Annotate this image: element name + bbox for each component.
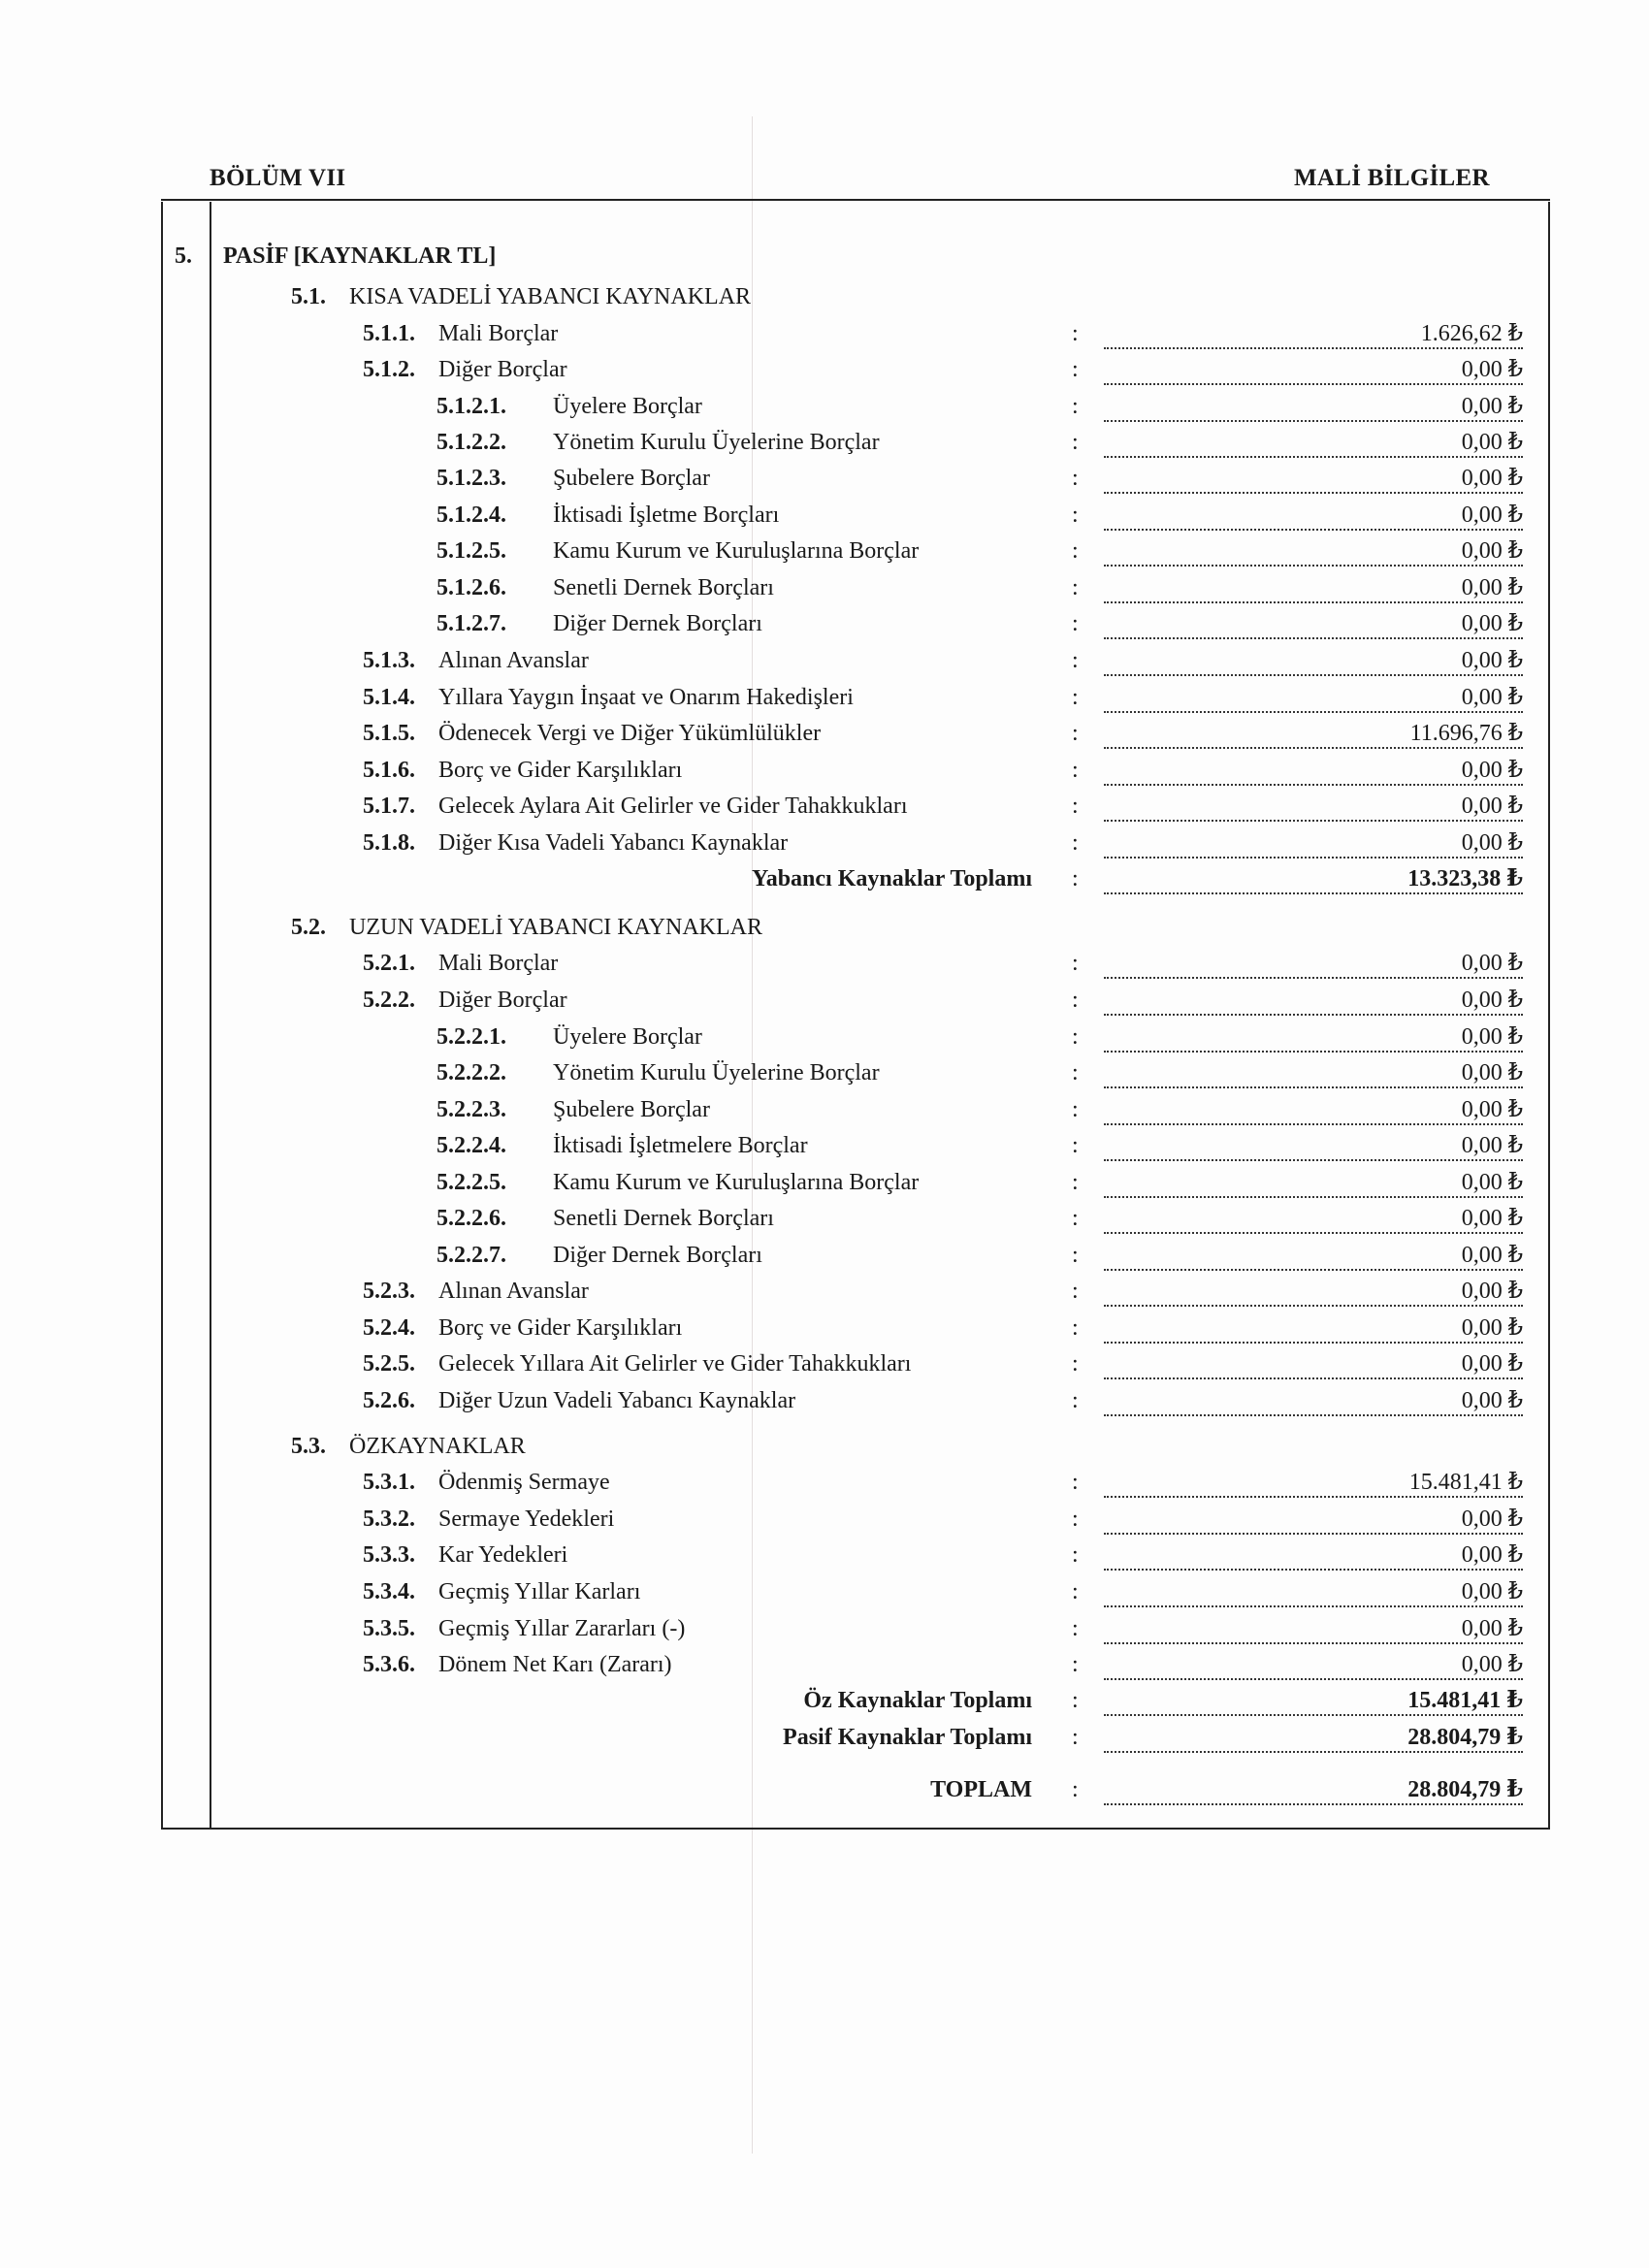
colon-separator: : [1072, 1133, 1079, 1158]
colon-separator: : [1072, 1579, 1079, 1604]
colon-separator: : [1072, 1315, 1079, 1341]
item-amount: 0,00 ₺ [1104, 1095, 1523, 1125]
item-amount: 0,00 ₺ [1104, 428, 1523, 458]
section-number: 5. [175, 243, 192, 269]
subtotal-label: Öz Kaynaklar Toplamı [803, 1688, 1032, 1713]
item-amount: 0,00 ₺ [1104, 1386, 1523, 1416]
line-item-row [0, 1540, 1649, 1570]
item-label: Alınan Avanslar [438, 1279, 589, 1304]
colon-separator: : [1072, 1097, 1079, 1122]
colon-separator: : [1072, 1652, 1079, 1677]
item-code: 5.1.8. [363, 830, 415, 856]
item-label: Yönetim Kurulu Üyelerine Borçlar [553, 430, 880, 455]
item-amount: 0,00 ₺ [1104, 683, 1523, 713]
item-label: Üyelere Borçlar [553, 394, 702, 419]
item-code: 5.1.7. [363, 794, 415, 819]
line-item-row [0, 501, 1649, 530]
item-amount: 0,00 ₺ [1104, 1577, 1523, 1607]
item-amount: 0,00 ₺ [1104, 536, 1523, 567]
colon-separator: : [1072, 466, 1079, 491]
line-item-row [0, 464, 1649, 493]
line-item-row [0, 756, 1649, 785]
line-item-row [0, 1650, 1649, 1679]
item-label: Diğer Borçlar [438, 357, 567, 382]
item-code: 5.2.6. [363, 1388, 415, 1413]
section-title-row [0, 242, 1649, 271]
colon-separator: : [1072, 1206, 1079, 1231]
line-item-row [0, 1386, 1649, 1415]
section-header-right: MALİ BİLGİLER [1294, 165, 1490, 191]
header-rule [161, 199, 1550, 201]
colon-separator: : [1072, 1507, 1079, 1532]
section-header-left: BÖLÜM VII [210, 165, 346, 191]
colon-separator: : [1072, 357, 1079, 382]
colon-separator: : [1072, 1725, 1079, 1750]
colon-separator: : [1072, 866, 1079, 891]
total-amount: 15.481,41 ₺ [1104, 1686, 1523, 1716]
item-code: 5.1.2.7. [436, 611, 506, 636]
item-amount: 0,00 ₺ [1104, 756, 1523, 786]
item-amount: 0,00 ₺ [1104, 792, 1523, 822]
item-code: 5.2.2.1. [436, 1024, 506, 1050]
line-item-row [0, 949, 1649, 978]
item-amount: 0,00 ₺ [1104, 1277, 1523, 1307]
subtotal-row [0, 1723, 1649, 1752]
line-item-row [0, 536, 1649, 566]
item-code: 5.3.4. [363, 1579, 415, 1604]
item-code: 5.2.2. [363, 988, 415, 1013]
item-label: Mali Borçlar [438, 321, 559, 346]
item-amount: 0,00 ₺ [1104, 355, 1523, 385]
item-label: Diğer Uzun Vadeli Yabancı Kaynaklar [438, 1388, 796, 1413]
item-code: 5.1.2. [363, 357, 415, 382]
item-amount: 0,00 ₺ [1104, 1650, 1523, 1680]
item-label: Diğer Dernek Borçları [553, 1243, 762, 1268]
item-label: Yıllara Yaygın İnşaat ve Onarım Hakedişleri [438, 685, 854, 710]
colon-separator: : [1072, 685, 1079, 710]
line-item-row [0, 1058, 1649, 1087]
subtotal-row [0, 1686, 1649, 1715]
colon-separator: : [1072, 1777, 1079, 1802]
line-item-row [0, 1614, 1649, 1643]
colon-separator: : [1072, 430, 1079, 455]
colon-separator: : [1072, 830, 1079, 856]
line-item-row [0, 1022, 1649, 1052]
line-item-row [0, 1277, 1649, 1306]
colon-separator: : [1072, 1024, 1079, 1050]
line-item-row [0, 1168, 1649, 1197]
item-code: 5.3.3. [363, 1542, 415, 1568]
item-code: 5.1.2.1. [436, 394, 506, 419]
colon-separator: : [1072, 321, 1079, 346]
item-code: 5.2.4. [363, 1315, 415, 1341]
colon-separator: : [1072, 988, 1079, 1013]
item-label: Yönetim Kurulu Üyelerine Borçlar [553, 1060, 880, 1085]
colon-separator: : [1072, 1243, 1079, 1268]
item-code: 5.2.2.7. [436, 1243, 506, 1268]
item-code: 5.1.2.3. [436, 466, 506, 491]
group-label: UZUN VADELİ YABANCI KAYNAKLAR [349, 915, 763, 940]
total-amount: 28.804,79 ₺ [1104, 1775, 1523, 1805]
line-item-row [0, 828, 1649, 858]
group-label: ÖZKAYNAKLAR [349, 1434, 526, 1459]
item-code: 5.3.2. [363, 1507, 415, 1532]
item-amount: 0,00 ₺ [1104, 986, 1523, 1016]
item-label: Ödenecek Vergi ve Diğer Yükümlülükler [438, 721, 822, 746]
line-item-row [0, 1204, 1649, 1233]
item-amount: 0,00 ₺ [1104, 464, 1523, 494]
item-label: Kamu Kurum ve Kuruluşlarına Borçlar [553, 1170, 920, 1195]
item-amount: 15.481,41 ₺ [1104, 1468, 1523, 1498]
subtotal-label: Yabancı Kaynaklar Toplamı [752, 866, 1032, 891]
item-label: Dönem Net Karı (Zararı) [438, 1652, 672, 1677]
colon-separator: : [1072, 648, 1079, 673]
item-code: 5.1.4. [363, 685, 415, 710]
subtotal-row [0, 864, 1649, 893]
item-amount: 0,00 ₺ [1104, 501, 1523, 531]
item-code: 5.1.2.6. [436, 575, 506, 600]
item-amount: 0,00 ₺ [1104, 1022, 1523, 1053]
item-label: Senetli Dernek Borçları [553, 1206, 774, 1231]
item-code: 5.1.2.2. [436, 430, 506, 455]
line-item-row [0, 355, 1649, 384]
item-label: İktisadi İşletmelere Borçlar [553, 1133, 808, 1158]
colon-separator: : [1072, 951, 1079, 976]
item-amount: 0,00 ₺ [1104, 1313, 1523, 1344]
item-code: 5.1.1. [363, 321, 415, 346]
colon-separator: : [1072, 1688, 1079, 1713]
item-amount: 0,00 ₺ [1104, 1505, 1523, 1535]
item-code: 5.2.2.2. [436, 1060, 506, 1085]
item-amount: 0,00 ₺ [1104, 1168, 1523, 1198]
item-amount: 0,00 ₺ [1104, 609, 1523, 639]
item-label: Ödenmiş Sermaye [438, 1470, 610, 1495]
item-amount: 0,00 ₺ [1104, 392, 1523, 422]
item-label: Borç ve Gider Karşılıkları [438, 1315, 683, 1341]
total-amount: 28.804,79 ₺ [1104, 1723, 1523, 1753]
group-heading-row [0, 282, 1649, 311]
item-code: 5.2.1. [363, 951, 415, 976]
colon-separator: : [1072, 721, 1079, 746]
item-amount: 0,00 ₺ [1104, 1241, 1523, 1271]
item-amount: 0,00 ₺ [1104, 1614, 1523, 1644]
line-item-row [0, 1468, 1649, 1497]
section-title: PASİF [KAYNAKLAR TL] [223, 243, 497, 269]
group-heading-row [0, 1432, 1649, 1461]
line-item-row [0, 609, 1649, 638]
item-amount: 0,00 ₺ [1104, 1058, 1523, 1088]
line-item-row [0, 1349, 1649, 1378]
group-heading-row [0, 913, 1649, 942]
item-label: Borç ve Gider Karşılıkları [438, 758, 683, 783]
line-item-row [0, 719, 1649, 748]
colon-separator: : [1072, 794, 1079, 819]
colon-separator: : [1072, 538, 1079, 564]
grand-total-label: TOPLAM [930, 1777, 1032, 1802]
item-amount: 0,00 ₺ [1104, 1349, 1523, 1379]
item-code: 5.3.5. [363, 1616, 415, 1641]
group-label: KISA VADELİ YABANCI KAYNAKLAR [349, 284, 752, 309]
item-label: Senetli Dernek Borçları [553, 575, 774, 600]
item-code: 5.1.5. [363, 721, 415, 746]
colon-separator: : [1072, 1542, 1079, 1568]
colon-separator: : [1072, 502, 1079, 528]
line-item-row [0, 683, 1649, 712]
item-code: 5.2.2.4. [436, 1133, 506, 1158]
line-item-row [0, 1131, 1649, 1160]
item-amount: 0,00 ₺ [1104, 646, 1523, 676]
item-label: Diğer Kısa Vadeli Yabancı Kaynaklar [438, 830, 789, 856]
item-label: Şubelere Borçlar [553, 466, 710, 491]
item-label: Sermaye Yedekleri [438, 1507, 615, 1532]
colon-separator: : [1072, 394, 1079, 419]
item-label: Üyelere Borçlar [553, 1024, 702, 1050]
item-code: 5.2.2.5. [436, 1170, 506, 1195]
item-label: Kamu Kurum ve Kuruluşlarına Borçlar [553, 538, 920, 564]
line-item-row [0, 319, 1649, 348]
colon-separator: : [1072, 1351, 1079, 1377]
item-code: 5.2.2.3. [436, 1097, 506, 1122]
subtotal-label: Pasif Kaynaklar Toplamı [783, 1725, 1032, 1750]
item-label: Gelecek Aylara Ait Gelirler ve Gider Tahakkukları [438, 794, 908, 819]
item-amount: 11.696,76 ₺ [1104, 719, 1523, 749]
item-label: İktisadi İşletme Borçları [553, 502, 780, 528]
colon-separator: : [1072, 1388, 1079, 1413]
item-amount: 0,00 ₺ [1104, 1204, 1523, 1234]
item-label: Alınan Avanslar [438, 648, 589, 673]
line-item-row [0, 392, 1649, 421]
colon-separator: : [1072, 611, 1079, 636]
item-label: Mali Borçlar [438, 951, 559, 976]
line-item-row [0, 1505, 1649, 1534]
item-amount: 0,00 ₺ [1104, 573, 1523, 603]
group-code: 5.2. [291, 915, 326, 940]
colon-separator: : [1072, 575, 1079, 600]
colon-separator: : [1072, 1279, 1079, 1304]
item-label: Diğer Dernek Borçları [553, 611, 762, 636]
line-item-row [0, 1095, 1649, 1124]
item-label: Geçmiş Yıllar Karları [438, 1579, 641, 1604]
item-code: 5.1.2.4. [436, 502, 506, 528]
colon-separator: : [1072, 1060, 1079, 1085]
item-amount: 0,00 ₺ [1104, 1131, 1523, 1161]
group-code: 5.1. [291, 284, 326, 309]
item-code: 5.2.3. [363, 1279, 415, 1304]
item-amount: 1.626,62 ₺ [1104, 319, 1523, 349]
item-amount: 0,00 ₺ [1104, 828, 1523, 859]
line-item-row [0, 986, 1649, 1015]
colon-separator: : [1072, 1616, 1079, 1641]
item-label: Şubelere Borçlar [553, 1097, 710, 1122]
item-label: Diğer Borçlar [438, 988, 567, 1013]
line-item-row [0, 1313, 1649, 1343]
colon-separator: : [1072, 1470, 1079, 1495]
item-label: Gelecek Yıllara Ait Gelirler ve Gider Tahakkukları [438, 1351, 912, 1377]
item-code: 5.1.3. [363, 648, 415, 673]
line-item-row [0, 646, 1649, 675]
item-label: Geçmiş Yıllar Zararları (-) [438, 1616, 686, 1641]
line-item-row [0, 1241, 1649, 1270]
item-code: 5.1.6. [363, 758, 415, 783]
grand-total-row [0, 1775, 1649, 1804]
item-code: 5.3.6. [363, 1652, 415, 1677]
line-item-row [0, 573, 1649, 602]
item-code: 5.1.2.5. [436, 538, 506, 564]
line-item-row [0, 1577, 1649, 1606]
colon-separator: : [1072, 758, 1079, 783]
item-label: Kar Yedekleri [438, 1542, 568, 1568]
item-amount: 0,00 ₺ [1104, 1540, 1523, 1571]
item-code: 5.3.1. [363, 1470, 415, 1495]
item-code: 5.2.5. [363, 1351, 415, 1377]
colon-separator: : [1072, 1170, 1079, 1195]
line-item-row [0, 792, 1649, 821]
item-amount: 0,00 ₺ [1104, 949, 1523, 979]
total-amount: 13.323,38 ₺ [1104, 864, 1523, 894]
group-code: 5.3. [291, 1434, 326, 1459]
line-item-row [0, 428, 1649, 457]
item-code: 5.2.2.6. [436, 1206, 506, 1231]
